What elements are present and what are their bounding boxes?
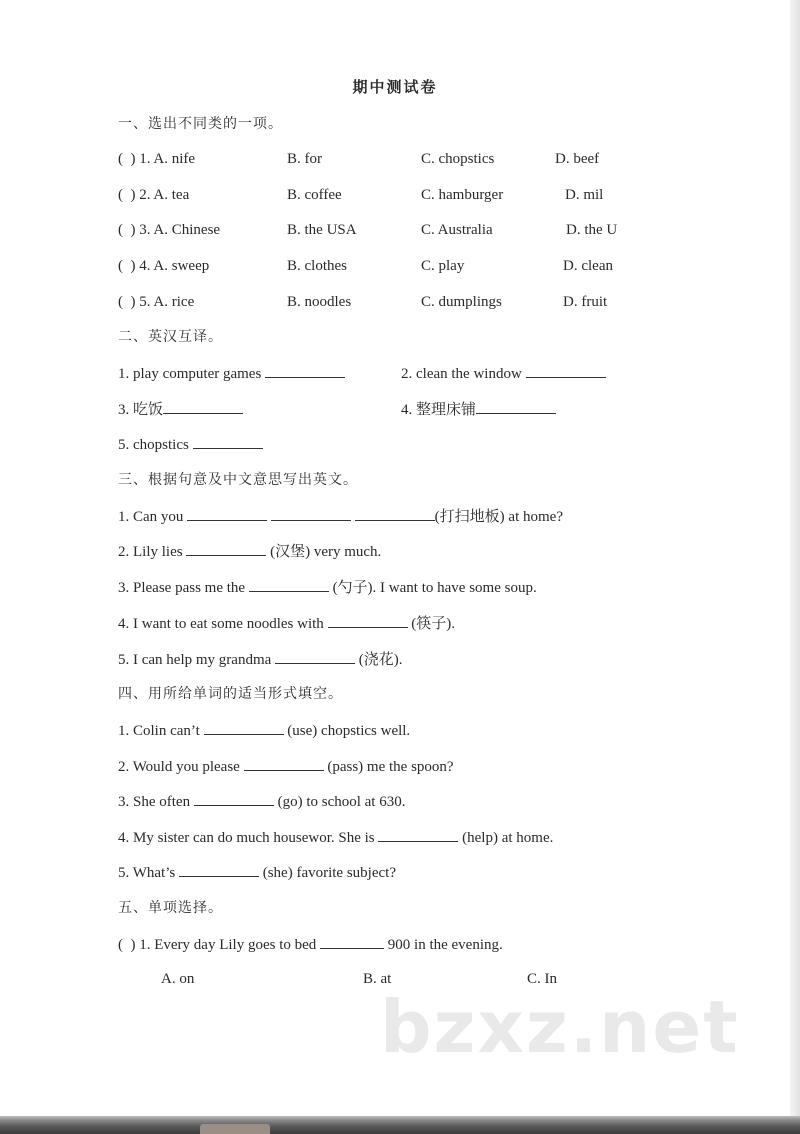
s5-q1-text-start: ( ) 1. Every day Lily goes to bed	[118, 937, 317, 953]
s1-q2-option-b: B. coffee	[287, 187, 342, 203]
s3-q5-text-end: (浇花).	[358, 652, 403, 668]
s1-q5-option-c: C. dumplings	[421, 294, 502, 310]
s1-q1-option-b: B. for	[287, 151, 322, 167]
s4-q4-text-start: 4. My sister can do much housewor. She is	[118, 830, 375, 846]
s2-q5	[118, 434, 263, 455]
s4-q5	[118, 862, 396, 883]
bottom-scrollbar[interactable]	[0, 1116, 800, 1134]
s5-q1-option-b: B. at	[363, 971, 392, 987]
s5-q1	[118, 934, 503, 955]
s4-q1	[118, 720, 410, 741]
answer-blank	[526, 363, 606, 378]
s4-q2-text-end: (pass) me the spoon?	[327, 759, 454, 775]
s4-q1-text-start: 1. Colin can’t	[118, 723, 200, 739]
s4-q4-text-end: (help) at home.	[462, 830, 554, 846]
answer-blank	[271, 506, 351, 521]
section-4-heading: 四、用所给单词的适当形式填空。	[118, 686, 343, 702]
answer-blank	[476, 399, 556, 414]
s1-q1-option-a: ( ) 1. A. nife	[118, 151, 196, 167]
s4-q3	[118, 791, 405, 812]
s1-q3-option-d: D. the U	[566, 222, 618, 238]
s4-q2	[118, 756, 454, 777]
s3-q1	[118, 506, 563, 527]
answer-blank	[249, 577, 329, 592]
s3-q3-text-end: (勺子). I want to have some soup.	[332, 580, 537, 596]
answer-blank	[187, 506, 267, 521]
s2-q4	[401, 399, 556, 420]
answer-blank	[186, 541, 266, 556]
s1-q5-option-b: B. noodles	[287, 294, 352, 310]
answer-blank	[179, 862, 259, 877]
answer-blank	[378, 827, 458, 842]
s2-q3-text: 3. 吃饭	[118, 402, 164, 418]
answer-blank	[194, 791, 274, 806]
s2-q5-text: 5. chopstics	[118, 437, 189, 453]
s5-q1-option-a: A. on	[161, 971, 195, 987]
answer-blank	[355, 506, 435, 521]
s3-q2	[118, 541, 381, 562]
answer-blank	[193, 434, 263, 449]
s3-q4	[118, 613, 455, 634]
s4-q4	[118, 827, 553, 848]
s3-q2-text-end: (汉堡) very much.	[270, 544, 382, 560]
s1-q3-option-b: B. the USA	[287, 222, 357, 238]
s1-q4-option-d: D. clean	[563, 258, 613, 274]
s4-q2-text-start: 2. Would you please	[118, 759, 240, 775]
s2-q1-text: 1. play computer games	[118, 366, 262, 382]
s1-q2-option-a: ( ) 2. A. tea	[118, 187, 190, 203]
s3-q4-text-end: (筷子).	[411, 616, 456, 632]
site-watermark: bzxz.net	[380, 985, 740, 1069]
s3-q5-text-start: 5. I can help my grandma	[118, 652, 272, 668]
answer-blank	[320, 934, 384, 949]
s4-q1-text-end: (use) chopstics well.	[287, 723, 411, 739]
s2-q2-text: 2. clean the window	[401, 366, 522, 382]
section-5-heading: 五、单项选择。	[118, 900, 223, 916]
s1-q4-option-c: C. play	[421, 258, 465, 274]
s3-q4-text-start: 4. I want to eat some noodles with	[118, 616, 324, 632]
section-1-heading: 一、选出不同类的一项。	[118, 116, 283, 132]
answer-blank	[265, 363, 345, 378]
s1-q2-option-c: C. hamburger	[421, 187, 504, 203]
section-3-heading: 三、根据句意及中文意思写出英文。	[118, 472, 358, 488]
page-edge	[790, 0, 800, 1116]
s1-q1-option-c: C. chopstics	[421, 151, 495, 167]
s3-q1-text-start: 1. Can you	[118, 509, 184, 525]
s1-q1-option-d: D. beef	[555, 151, 600, 167]
s2-q4-text: 4. 整理床铺	[401, 402, 477, 418]
s3-q5	[118, 649, 403, 670]
s1-q4-option-b: B. clothes	[287, 258, 347, 274]
s2-q2	[401, 363, 606, 384]
bottom-scroll-thumb[interactable]	[200, 1124, 270, 1134]
answer-blank	[244, 756, 324, 771]
s1-q4-option-a: ( ) 4. A. sweep	[118, 258, 210, 274]
s3-q3	[118, 577, 537, 598]
s2-q3	[118, 399, 243, 420]
s4-q3-text-end: (go) to school at 630.	[277, 794, 406, 810]
section-2-heading: 二、英汉互译。	[118, 329, 223, 345]
s5-q1-option-c: C. In	[527, 971, 557, 987]
s1-q5-option-a: ( ) 5. A. rice	[118, 294, 195, 310]
answer-blank	[204, 720, 284, 735]
s3-q1-text-end: (打扫地板) at home?	[434, 509, 563, 525]
s4-q5-text-end: (she) favorite subject?	[262, 865, 396, 881]
page-title: 期中测试卷	[352, 78, 438, 96]
s3-q3-text-start: 3. Please pass me the	[118, 580, 246, 596]
s1-q3-option-c: C. Australia	[421, 222, 493, 238]
s5-q1-text-end: 900 in the evening.	[387, 937, 503, 953]
s2-q1	[118, 363, 345, 384]
s3-q2-text-start: 2. Lily lies	[118, 544, 183, 560]
s1-q3-option-a: ( ) 3. A. Chinese	[118, 222, 221, 238]
answer-blank	[328, 613, 408, 628]
answer-blank	[163, 399, 243, 414]
s1-q2-option-d: D. mil	[565, 187, 604, 203]
answer-blank	[275, 649, 355, 664]
s4-q3-text-start: 3. She often	[118, 794, 191, 810]
s1-q5-option-d: D. fruit	[563, 294, 608, 310]
s4-q5-text-start: 5. What’s	[118, 865, 176, 881]
